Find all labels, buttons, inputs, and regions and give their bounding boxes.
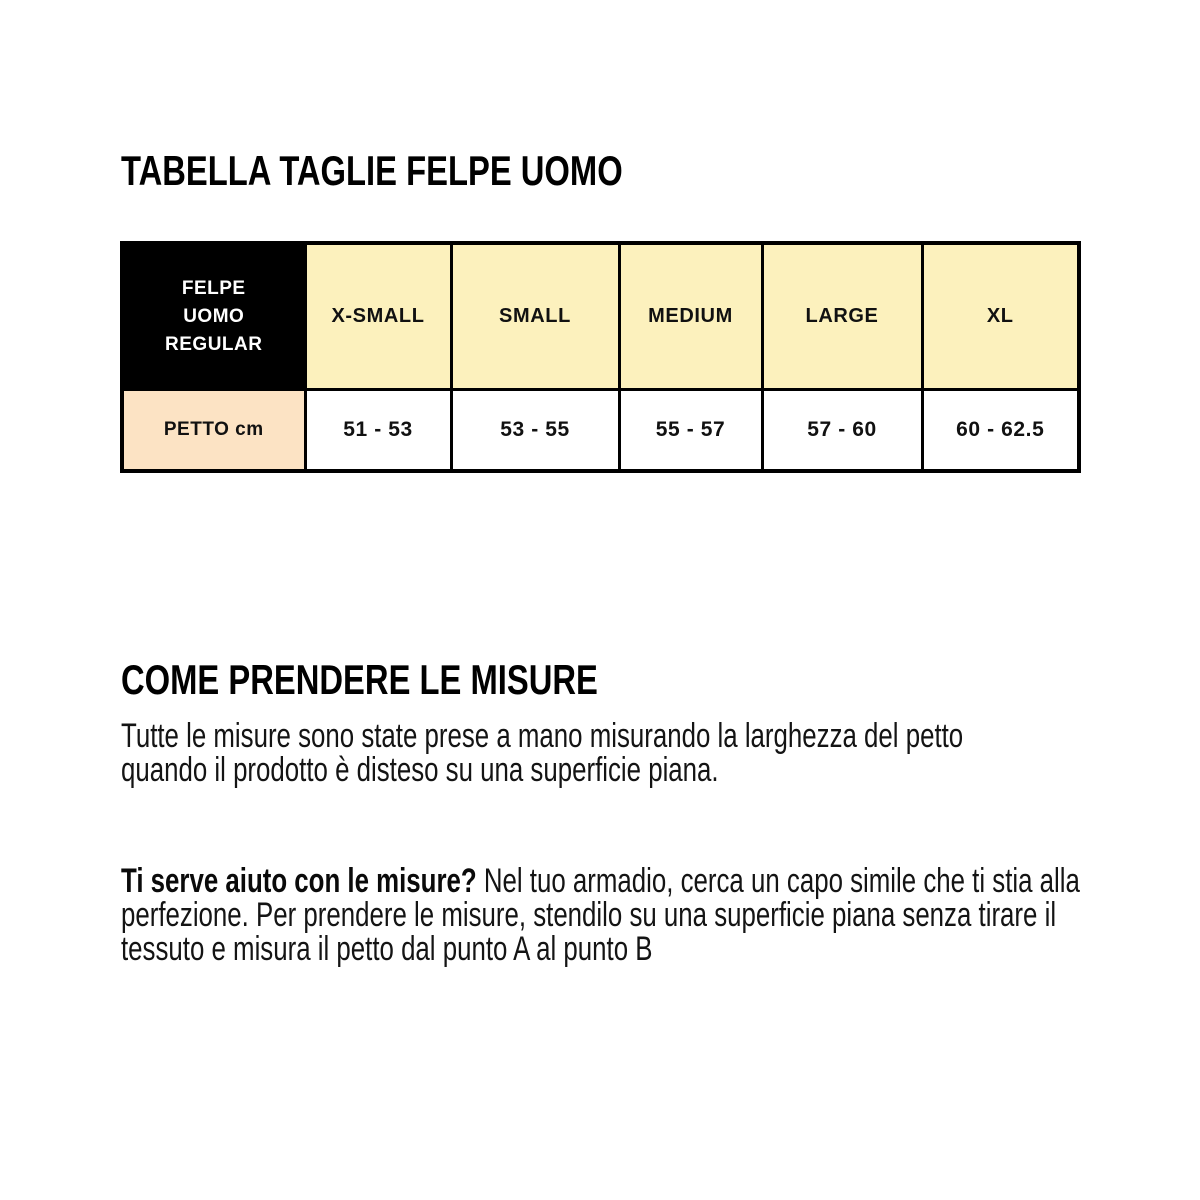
measure-value-xsmall: 51 - 53 (305, 390, 451, 472)
help-line-1 (121, 864, 1080, 898)
measure-value-xl: 60 - 62.5 (922, 390, 1079, 472)
corner-line-3: REGULAR (165, 333, 263, 355)
help-line-1-rest: Nel tuo armadio, cerca un capo simile che ti stia alla (483, 862, 1080, 900)
measure-value-small: 53 - 55 (451, 390, 619, 472)
corner-line-1: FELPE (181, 277, 246, 299)
help-paragraph (121, 864, 1200, 966)
section-heading-measures (121, 657, 732, 703)
size-column-header-large: LARGE (762, 243, 922, 390)
section-heading-text: COME PRENDERE LE MISURE (121, 656, 598, 703)
measure-row-label: PETTO cm (122, 390, 305, 472)
size-table-data-row (122, 390, 1079, 472)
size-table (120, 241, 1081, 473)
measure-value-medium: 55 - 57 (619, 390, 762, 472)
intro-line-1: Tutte le misure sono state prese a mano misurando la larghezza del petto (121, 717, 964, 755)
intro-paragraph (121, 719, 1200, 787)
size-table-header-row (122, 243, 1079, 390)
help-line-3: tessuto e misura il petto dal punto A al punto B (121, 930, 653, 968)
page-title-text: TABELLA TAGLIE FELPE UOMO (121, 147, 623, 194)
corner-header-cell (122, 243, 305, 390)
measure-value-large: 57 - 60 (762, 390, 922, 472)
intro-line-2: quando il prodotto è disteso su una superficie piana. (121, 751, 719, 789)
size-column-header-xl: XL (922, 243, 1079, 390)
size-column-header-medium: MEDIUM (619, 243, 762, 390)
size-column-header-xsmall: X-SMALL (305, 243, 451, 390)
size-column-header-small: SMALL (451, 243, 619, 390)
page-title (121, 148, 764, 194)
help-line-2: perfezione. Per prendere le misure, stendilo su una superficie piana senza tirare il (121, 896, 1057, 934)
corner-line-2: UOMO (183, 305, 245, 327)
help-question-bold: Ti serve aiuto con le misure? (121, 862, 477, 900)
